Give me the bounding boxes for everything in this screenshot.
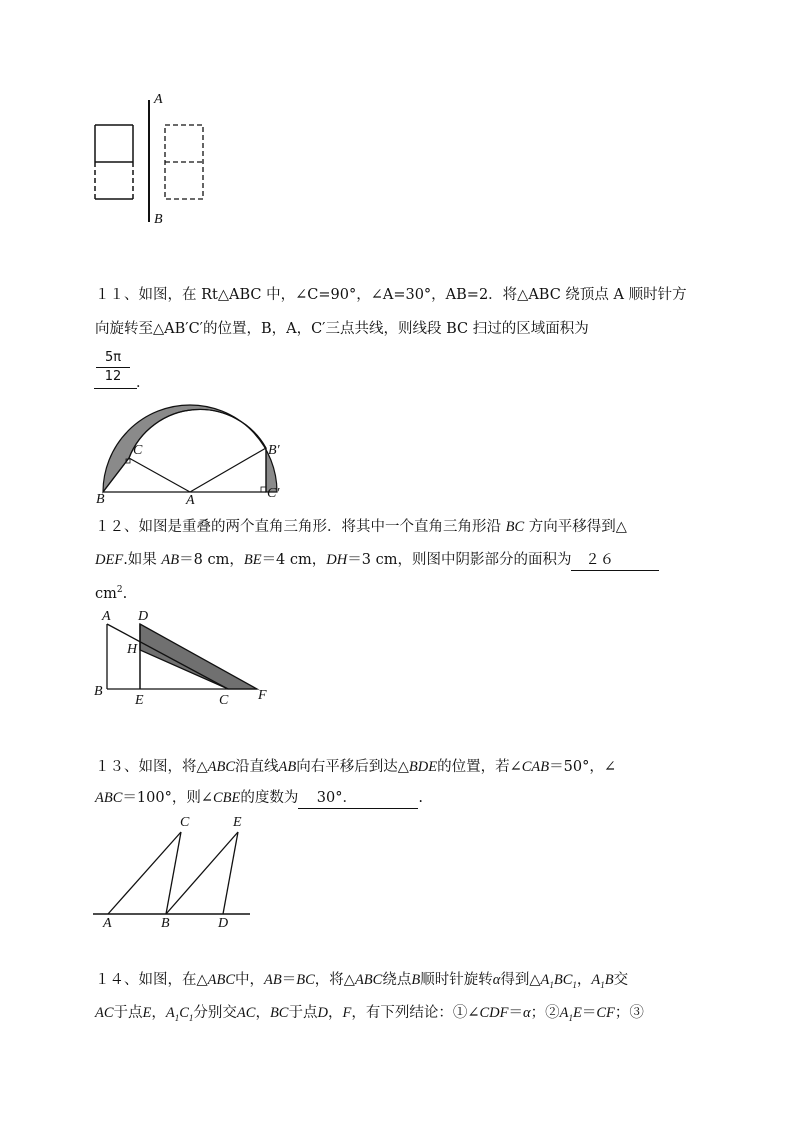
- q14-line2: [95, 1003, 644, 1028]
- point-label-b-prime: B′: [268, 443, 280, 458]
- q14-var: A: [165, 1005, 175, 1021]
- point-label-b: B: [154, 212, 163, 227]
- q14-text: 得到△: [500, 972, 541, 988]
- q12-unit: cm: [95, 585, 117, 602]
- q14-text: ；③: [614, 1005, 644, 1021]
- q12-text: 方向平移得到△: [524, 519, 627, 535]
- q14-var: A: [540, 972, 550, 988]
- q14-text: 分别交: [193, 1005, 237, 1021]
- q13-var: BDE: [408, 759, 438, 775]
- point-label-a: A: [103, 916, 112, 931]
- q14-var: CDF: [479, 1005, 509, 1021]
- q14-sub: 1: [174, 1012, 180, 1023]
- point-label-c: C: [180, 815, 190, 830]
- q14-var: CF: [596, 1005, 615, 1021]
- q14-text: 顺时针旋转: [420, 972, 493, 988]
- q13-period: .: [418, 790, 423, 806]
- q12-text: ＝8 cm，: [179, 552, 244, 568]
- q14-var: A: [591, 972, 601, 988]
- q12-var: BE: [243, 552, 262, 568]
- q12-var: BC: [505, 519, 525, 535]
- point-label-e: E: [135, 693, 144, 708]
- q14-var: E: [142, 1005, 152, 1021]
- q13-var: CAB: [521, 759, 550, 775]
- q11-number: １１: [95, 287, 124, 303]
- q14-var: D: [317, 1005, 328, 1021]
- point-label-a: A: [102, 609, 111, 624]
- q12-var: DH: [326, 552, 348, 568]
- q14-var: B: [604, 972, 614, 988]
- q13-text: 、如图，将△: [124, 759, 208, 775]
- q14-var: α: [522, 1005, 531, 1021]
- q14-text: ＝: [508, 1005, 523, 1021]
- q14-var: ABC: [354, 972, 383, 988]
- q12-var: AB: [161, 552, 180, 568]
- q14-text: ；②: [530, 1005, 560, 1021]
- q14-text: ，: [255, 1005, 270, 1021]
- q13-answer: 30°．: [316, 790, 357, 806]
- q14-text: ，: [327, 1005, 343, 1021]
- q11-text1: 、如图，在 Rt△ABC 中，∠C=90°，∠A=30°，AB=2．将△ABC 绕顶点 A 顺时针方: [124, 287, 687, 303]
- q13-var: ABC: [95, 790, 123, 806]
- q13-var: CBE: [212, 790, 241, 806]
- q14-number: １４: [95, 972, 124, 988]
- q11-period: ．: [136, 375, 151, 391]
- q11-text2: 向旋转至△AB′C′的位置，B，A，C′三点共线，则线段 BC 扫过的区域面积为: [95, 321, 589, 337]
- q14-sub: 1: [572, 979, 577, 990]
- q11-answer-numerator: 5π: [104, 350, 122, 365]
- point-label-c: C: [133, 443, 143, 458]
- q14-text: ＝: [581, 1005, 597, 1021]
- q12-number: １２: [95, 519, 124, 535]
- q13-text: ＝50°，∠: [549, 759, 617, 775]
- q14-var: BC: [296, 972, 315, 988]
- q11-answer-denominator: 12: [104, 369, 122, 384]
- point-label-a: A: [186, 493, 195, 508]
- q13-text: 向右平移后到达△: [296, 759, 409, 775]
- q12-var: DEF: [95, 552, 124, 568]
- q14-var: AC: [236, 1005, 256, 1021]
- q14-text: ，: [151, 1005, 166, 1021]
- point-label-a: A: [154, 92, 163, 107]
- q12-text: ＝4 cm，: [261, 552, 327, 568]
- q14-sub: 1: [188, 1012, 194, 1023]
- q13-text: ＝100°，则∠: [122, 790, 213, 806]
- point-label-h: H: [127, 642, 138, 657]
- point-label-e: E: [233, 815, 242, 830]
- q14-text: ，将△: [314, 972, 355, 988]
- q14-text: 、如图，在△: [124, 972, 208, 988]
- q13-text: 沿直线: [235, 759, 279, 775]
- q13-var: AB: [278, 759, 297, 775]
- q13-text: 的位置，若∠: [437, 759, 522, 775]
- point-label-d: D: [218, 916, 229, 931]
- q14-text: 交: [613, 972, 629, 988]
- q12-period: .: [122, 585, 128, 602]
- q14-var: α: [492, 972, 501, 988]
- q14-sub: 1: [600, 979, 605, 990]
- q14-var: ABC: [207, 972, 236, 988]
- point-label-f: F: [258, 688, 267, 703]
- q14-line1: [95, 970, 628, 995]
- q14-var: C: [179, 1005, 189, 1021]
- q14-var: F: [342, 1005, 352, 1021]
- q14-text: ＝: [281, 972, 297, 988]
- q13-var: ABC: [207, 759, 236, 775]
- q14-var: AC: [95, 1005, 114, 1021]
- point-label-c: C: [219, 693, 229, 708]
- q14-var: BC: [553, 972, 573, 988]
- q13-number: １３: [95, 759, 124, 775]
- q12-text: 、如图是重叠的两个直角三角形．将其中一个直角三角形沿: [124, 519, 506, 535]
- q14-var: AB: [264, 972, 282, 988]
- point-label-c-prime: C′: [267, 486, 280, 501]
- q14-text: ，有下列结论：①∠: [351, 1005, 480, 1021]
- q14-text: 中，: [235, 972, 265, 988]
- q14-var: A: [559, 1005, 569, 1021]
- q12-text: .如果: [123, 552, 162, 568]
- point-label-d: D: [138, 609, 149, 624]
- q14-sub: 1: [568, 1012, 573, 1023]
- q14-sub: 1: [549, 979, 554, 990]
- q12-unit-sup: 2: [116, 585, 123, 595]
- point-label-b: B: [94, 684, 103, 699]
- q12-text: ＝3 cm，则图中阴影部分的面积为: [347, 552, 572, 568]
- q14-text: ，: [576, 972, 592, 988]
- q14-text: 于点: [288, 1005, 318, 1021]
- q12-answer: ２６: [585, 552, 615, 568]
- q14-var: E: [572, 1005, 582, 1021]
- q13-text: 的度数为: [240, 790, 299, 806]
- q14-var: BC: [269, 1005, 289, 1021]
- point-label-b: B: [96, 492, 105, 507]
- q14-text: 绕点: [382, 972, 412, 988]
- q14-text: 于点: [113, 1005, 143, 1021]
- q14-var: B: [411, 972, 421, 988]
- point-label-b: B: [161, 916, 170, 931]
